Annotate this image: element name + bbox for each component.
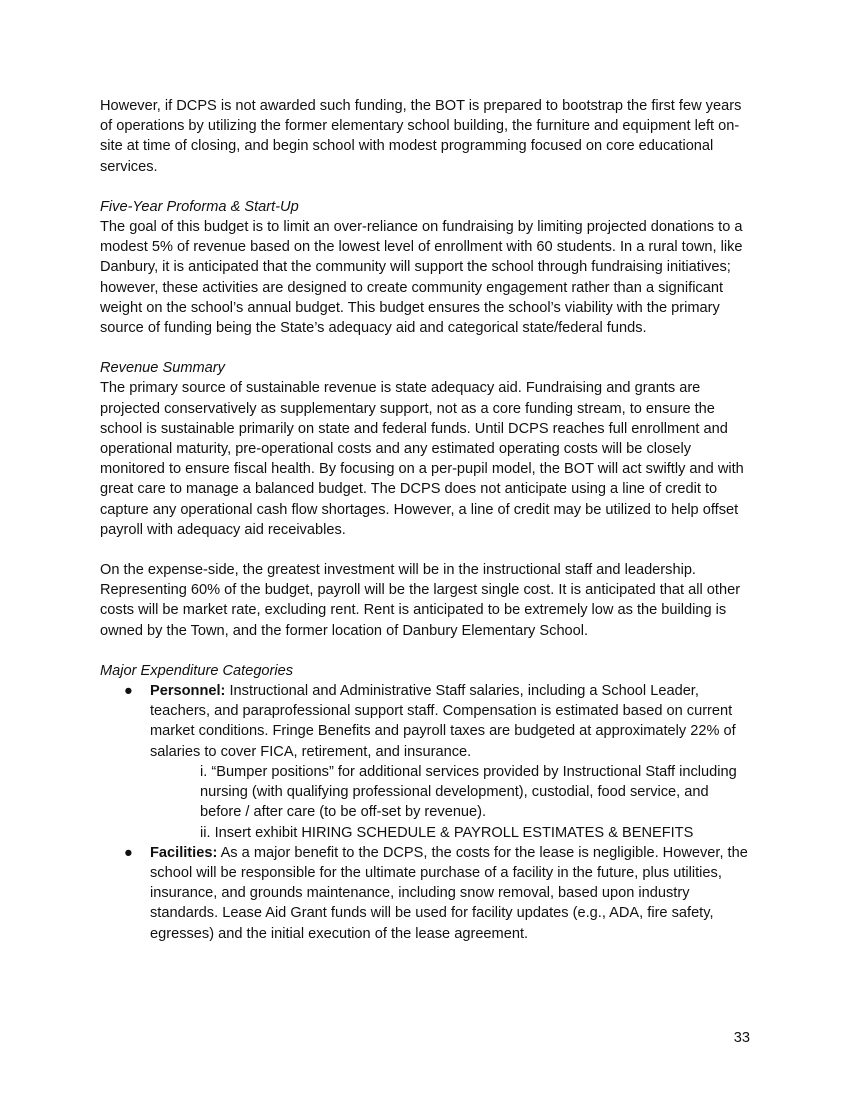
list-item-facilities: [100, 843, 750, 944]
revenue-heading: Revenue Summary: [100, 360, 225, 377]
list-item-personnel: [100, 681, 750, 843]
spacer: [100, 540, 750, 560]
expense-paragraph: On the expense-side, the greatest investment will be in the instructional staff and leadership. Representing 60% of the budget, payroll will be the largest single cost. It is anticipated that all other costs will be market rate, excluding rent. Rent is anticipated to be extremely low as the building is owned by the Town, and the former location of Danbury Elementary School.: [100, 562, 741, 639]
expenditure-heading: Major Expenditure Categories: [100, 662, 294, 679]
expenditure-list: [100, 681, 750, 944]
document-page: [100, 96, 750, 944]
bullet-icon: ●: [124, 683, 133, 700]
spacer: [100, 177, 750, 197]
facilities-text: As a major benefit to the DCPS, the costs for the lease is negligible. However, the school will be responsible for the ultimate purchase of a facility in the future, plus utilities, insurance, and grounds maintenance, including snow removal, based upon industry standards. Lease Aid Grant funds will be used for facility updates (e.g., ADA, fire safety, egresses) and the initial execution of the lease agreement.: [150, 844, 748, 942]
bullet-icon: ●: [124, 844, 133, 861]
facilities-term: Facilities:: [150, 844, 218, 861]
spacer: [100, 641, 750, 661]
proforma-paragraph: The goal of this budget is to limit an over-reliance on fundraising by limiting projected donations to a modest 5% of revenue based on the lowest level of enrollment with 60 students. In a rural town, like Danbury, it is anticipated that the community will support the school through fundraising initiatives; however, these activities are designed to create community engagement rather than a significant weight on the school’s annual budget. This budget ensures the school’s viability with the primary source of funding being the State’s adequacy aid and categorical state/federal funds.: [100, 219, 743, 337]
personnel-term: Personnel:: [150, 683, 226, 700]
proforma-heading: Five-Year Proforma & Start-Up: [100, 198, 299, 215]
sub-item-insert-exhibit: ii. Insert exhibit HIRING SCHEDULE & PAYROLL ESTIMATES & BENEFITS: [200, 824, 694, 841]
personnel-text: Instructional and Administrative Staff salaries, including a School Leader, teachers, and paraprofessional support staff. Compensation is estimated based on current market conditions. Fringe Benefits and payroll taxes are budgeted at approximately 22% of salaries to cover FICA, retirement, and insurance.: [150, 683, 736, 760]
sub-item-bumper-positions: i. “Bumper positions” for additional services provided by Instructional Staff including nursing (with qualifying professional development), custodial, food service, and before / after care (to be off-set by revenue).: [200, 763, 737, 821]
revenue-paragraph: The primary source of sustainable revenue is state adequacy aid. Fundraising and grants are projected conservatively as supplementary support, not as a core funding stream, to ensure the school is sustainable primarily on state and federal funds. Until DCPS reaches full enrollment and operational maturity, pre-operational costs and any estimated operating costs will be closely monitored to ensure fiscal health. By focusing on a per-pupil model, the BOT will act swiftly and with great care to manage a balanced budget. The DCPS does not anticipate using a line of credit to capture any operational cash flow shortages. However, a line of credit may be utilized to help offset payroll with adequacy aid receivables.: [100, 380, 744, 538]
page-number: 33: [733, 1030, 750, 1046]
spacer: [100, 338, 750, 358]
intro-paragraph: However, if DCPS is not awarded such funding, the BOT is prepared to bootstrap the first few years of operations by utilizing the former elementary school building, the furniture and equipment left on-site at time of closing, and begin school with modest programming focused on core educational services.: [100, 98, 742, 175]
